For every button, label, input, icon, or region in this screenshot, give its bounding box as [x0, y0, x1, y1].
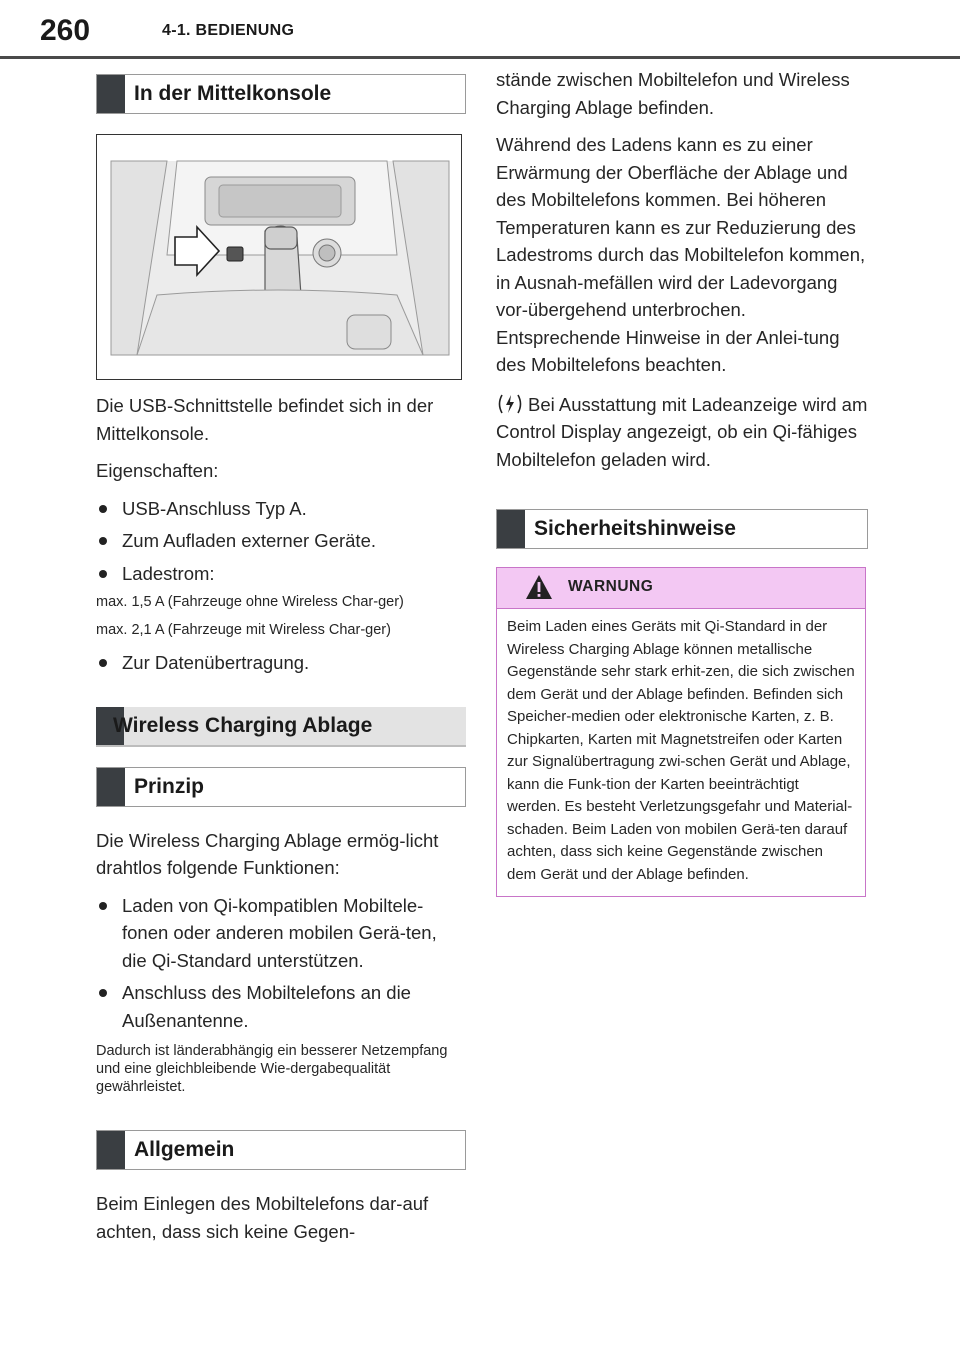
section-title: Wireless Charging Ablage [113, 713, 373, 737]
list-item: Ladestrom: [96, 560, 466, 588]
properties-label: Eigenschaften: [96, 460, 219, 481]
principle-note: Dadurch ist länderabhängig ein besserer Netzempfang und eine gleichbleibende Wie-dergabequalität gewährleistet. [96, 1043, 448, 1095]
list-item: Zum Aufladen externer Geräte. [96, 527, 466, 555]
wireless-charging-icon [496, 393, 524, 415]
continued-text: stände zwischen Mobiltelefon und Wireless Charging Ablage befinden. [496, 69, 850, 118]
section-header-prinzip [96, 767, 466, 807]
section-header-wireless-charging [96, 707, 466, 747]
section-title: Allgemein [134, 1138, 235, 1161]
list-item: Laden von Qi-kompatiblen Mobiltele-fonen oder anderen mobilen Gerä-ten, die Qi-Standard unterstützen. [96, 892, 466, 975]
list-item: Zur Datenübertragung. [96, 649, 466, 677]
section-header-mittelkonsole [96, 74, 466, 114]
right-column [496, 66, 868, 897]
section-title: Sicherheitshinweise [534, 517, 736, 540]
principle-intro-text: Die Wireless Charging Ablage ermög-licht drahtlos folgende Funktionen: [96, 829, 439, 878]
charging-indicator-text: Bei Ausstattung mit Ladeanzeige wird am Control Display angezeigt, ob ein Qi-fähiges Mobiltelefon geladen wird. [496, 393, 868, 470]
section-title: Prinzip [134, 774, 205, 798]
chapter-title: 4-1. BEDIENUNG [162, 22, 295, 39]
list-item: USB-Anschluss Typ A. [96, 495, 466, 523]
principle-list [96, 892, 466, 1035]
page-number: 260 [40, 14, 91, 47]
section-header-sicherheitshinweise [496, 509, 868, 549]
warning-triangle-icon [525, 574, 553, 600]
current-note-with-wireless: max. 2,1 A (Fahrzeuge mit Wireless Char-ger) [96, 622, 391, 638]
center-console-figure [96, 134, 462, 380]
usb-intro-text: Die USB-Schnittstelle befindet sich in der Mittelkonsole. [96, 395, 434, 444]
section-header-allgemein [96, 1130, 466, 1170]
header-rule [0, 56, 960, 59]
warning-header [497, 568, 865, 609]
left-column [96, 74, 466, 1255]
warning-box [496, 567, 866, 897]
warning-text: Beim Laden eines Geräts mit Qi-Standard in der Wireless Charging Ablage können metallische Gegenstände sehr stark erhit-zen, die sich zwischen dem Gerät und der Ablage befinden. Befinden sich Speicher-medien oder elektronische Karten, z. B. Chipkarten, Karten mit Magnetstreifen oder Karten zur Signalübertragung zwi-schen Gerät und Ablage, kann die Funk-tion der Karten beeinträchtigt werden. Es besteht Verletzungsgefahr und Material-schaden. Beim Laden von mobilen Gerä-ten darauf achten, dass sich keine Gegenstände zwischen dem Gerät und der Ablage befinden. [507, 618, 855, 883]
current-note-without-wireless: max. 1,5 A (Fahrzeuge ohne Wireless Char-ger) [96, 594, 404, 610]
general-text: Beim Einlegen des Mobiltelefons dar-auf achten, dass sich keine Gegen- [96, 1193, 429, 1242]
heating-text: Während des Ladens kann es zu einer Erwärmung der Oberfläche der Ablage und des Mobiltelefons kommen. Bei höheren Temperaturen kann es zur Reduzierung des Ladestroms durch das Mobiltelefon kommen, in Ausnah-mefällen wird der Ladevorgang vor-übergehend unterbrochen. Entsprechende Hinweise in der Anlei-tung des Mobiltelefons beachten. [496, 134, 866, 375]
section-title: In der Mittelkonsole [134, 82, 332, 105]
center-console-usb-illustration [97, 135, 461, 379]
list-item: Anschluss des Mobiltelefons an die Außenantenne. [96, 979, 466, 1034]
warning-label: WARNUNG [568, 578, 654, 595]
usb-properties-list [96, 495, 466, 588]
usb-data-list [96, 649, 466, 677]
